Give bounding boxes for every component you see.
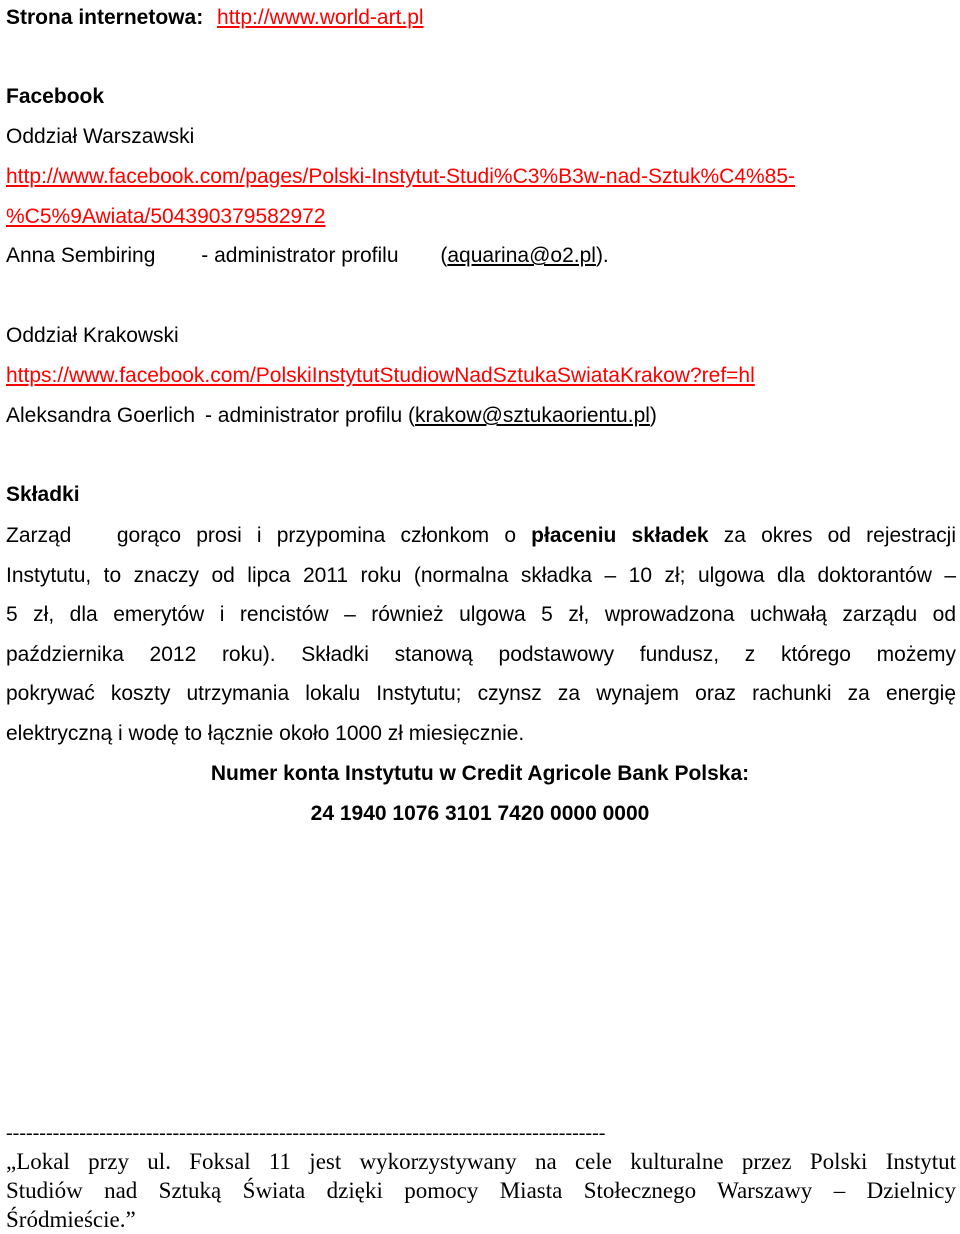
warsaw-facebook-link-line1[interactable]: http://www.facebook.com/pages/Polski-Instytut-Studi%C3%B3w-nad-Sztuk%C4%85-: [6, 165, 796, 188]
footer-quote: [6, 1147, 956, 1234]
warsaw-facebook-link-line2[interactable]: %C5%9Awiata/504390379582972: [6, 205, 326, 228]
website-link[interactable]: http://www.world-art.pl: [217, 6, 424, 29]
fees-line-3: 5 zł, dla emerytów i rencistów – również ulgowa 5 zł, wprowadzona uchwałą zarządu od: [6, 603, 956, 626]
fees-line-2: Instytutu, to znaczy od lipca 2011 roku (normalna składka – 10 zł; ulgowa dla doktorantów –: [6, 563, 956, 587]
fees-line-1-start: Zarząd gorąco prosi i przypomina członkom o: [6, 524, 532, 547]
warsaw-admin-name: Anna Sembiring: [6, 244, 156, 267]
website-label: Strona internetowa:: [6, 6, 204, 29]
warsaw-admin-role: - administrator profilu: [201, 244, 399, 267]
warsaw-admin-email[interactable]: aquarina@o2.pl: [447, 244, 596, 267]
fees-paragraph: [6, 516, 956, 753]
fees-heading: Składki: [6, 483, 80, 506]
warsaw-admin-close: ).: [595, 244, 609, 267]
footer-line-2: Studiów nad Sztuką Świata dzięki pomocy Miasta Stołecznego Warszawy – Dzielnicy: [6, 1178, 956, 1203]
krakow-branch-title: Oddział Krakowski: [6, 324, 179, 347]
fees-line-1: [6, 516, 956, 556]
footer-line-1: „Lokal przy ul. Foksal 11 jest wykorzystywany na cele kulturalne przez Polski Instytut: [6, 1149, 956, 1174]
krakow-admin-line: [6, 404, 657, 428]
krakow-facebook-link[interactable]: https://www.facebook.com/PolskiInstytutStudiowNadSztukaSwiataKrakow?ref=hl: [6, 364, 755, 387]
account-number: 24 1940 1076 3101 7420 0000 0000: [310, 802, 650, 825]
fees-line-5: pokrywać koszty utrzymania lokalu Instytutu; czynsz za wynajem oraz rachunki za energię: [6, 682, 956, 705]
warsaw-admin-open: (: [440, 244, 448, 267]
footer-line-3: Śródmieście.”: [6, 1207, 136, 1232]
warsaw-admin-line: [6, 244, 609, 268]
separator-line: ------------------------------------------------------------------------------------------: [6, 1122, 606, 1144]
krakow-admin-name: Aleksandra Goerlich: [6, 404, 196, 427]
account-label: Numer konta Instytutu w Credit Agricole Bank Polska:: [210, 762, 750, 785]
fees-line-4: października 2012 roku). Składki stanową podstawowy fundusz, z którego możemy: [6, 642, 956, 666]
krakow-admin-role: - administrator profilu (: [204, 404, 415, 427]
fees-emphasis: płaceniu składek: [531, 524, 709, 547]
krakow-admin-close: ): [649, 404, 657, 427]
fees-line-1-end: za okres od rejestracji: [708, 524, 956, 547]
warsaw-branch-title: Oddział Warszawski: [6, 125, 195, 148]
facebook-heading: Facebook: [6, 85, 105, 108]
website-line: [6, 6, 424, 30]
krakow-admin-email[interactable]: krakow@sztukaorientu.pl: [415, 404, 650, 427]
fees-line-6: elektryczną i wodę to łącznie około 1000 zł miesięcznie.: [6, 721, 525, 745]
